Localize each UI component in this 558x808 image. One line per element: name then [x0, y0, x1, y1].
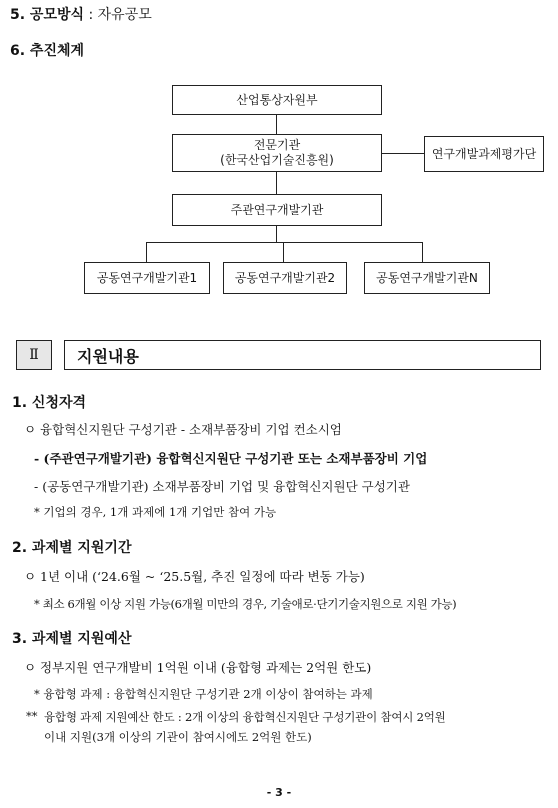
s2-note: * 최소 6개월 이상 지원 가능(6개월 미만의 경우, 기술애로·단기기술지원으로 지원 가능): [34, 597, 457, 611]
s1-line3: - (공동연구개발기관) 소재부품장비 기업 및 융합혁신지원단 구성기관: [34, 479, 410, 494]
org-agency-line2: (한국산업기술진흥원): [220, 153, 334, 167]
section-5-sep: :: [84, 7, 98, 23]
s3-line1: ㅇ 정부지원 연구개발비 1억원 이내 (융합형 과제는 2억원 한도): [24, 660, 372, 675]
s2-line1: ㅇ 1년 이내 (‘24.6월 ~ ‘25.5월, 추진 일정에 따라 변동 가능): [24, 569, 365, 584]
org-box-agency: [172, 134, 382, 172]
org-connector: [276, 226, 277, 242]
org-connector: [276, 115, 277, 134]
org-box-ministry: 산업통상자원부: [172, 85, 382, 115]
org-connector: [422, 242, 423, 262]
page-number: - 3 -: [266, 786, 292, 799]
section-5-line: [10, 4, 152, 24]
s2-title: 2. 과제별 지원기간: [12, 540, 132, 556]
s3-note2-line1: 융합형 과제 지원예산 한도 : 2개 이상의 융합혁신지원단 구성기관이 참여시 2억원: [44, 710, 446, 724]
s3-note1: * 융합형 과제 : 융합혁신지원단 구성기관 2개 이상이 참여하는 과제: [34, 687, 373, 701]
org-connector: [146, 242, 423, 243]
org-box-lead: 주관연구개발기관: [172, 194, 382, 226]
org-connector: [283, 242, 284, 262]
section-5-value: 자유공모: [97, 7, 152, 23]
s3-note2-line2: 이내 지원(3개 이상의 기관이 참여시에도 2억원 한도): [44, 730, 312, 744]
s1-note: * 기업의 경우, 1개 과제에 1개 기업만 참여 가능: [34, 505, 277, 519]
section-5-label: 5. 공모방식: [10, 7, 85, 23]
s3-note2-mark: **: [26, 709, 38, 723]
org-box-joint-2: 공동연구개발기관2: [223, 262, 347, 294]
org-connector: [146, 242, 147, 262]
chapter-number: Ⅱ: [16, 340, 52, 370]
s1-line2: - (주관연구개발기관) 융합혁신지원단 구성기관 또는 소재부품장비 기업: [34, 451, 428, 466]
org-agency-line1: 전문기관: [253, 138, 301, 152]
org-connector: [276, 172, 277, 194]
org-box-evaluation-team: 연구개발과제평가단: [424, 136, 544, 172]
s1-title: 1. 신청자격: [12, 395, 87, 411]
s1-line1: ㅇ 융합혁신지원단 구성기관 - 소재부품장비 기업 컨소시엄: [24, 422, 342, 437]
chapter-title: 지원내용: [64, 340, 541, 370]
section-6-title: 6. 추진체계: [10, 43, 85, 59]
org-connector: [382, 153, 424, 154]
s3-title: 3. 과제별 지원예산: [12, 631, 132, 647]
org-box-joint-1: 공동연구개발기관1: [84, 262, 210, 294]
org-box-joint-n: 공동연구개발기관N: [364, 262, 490, 294]
